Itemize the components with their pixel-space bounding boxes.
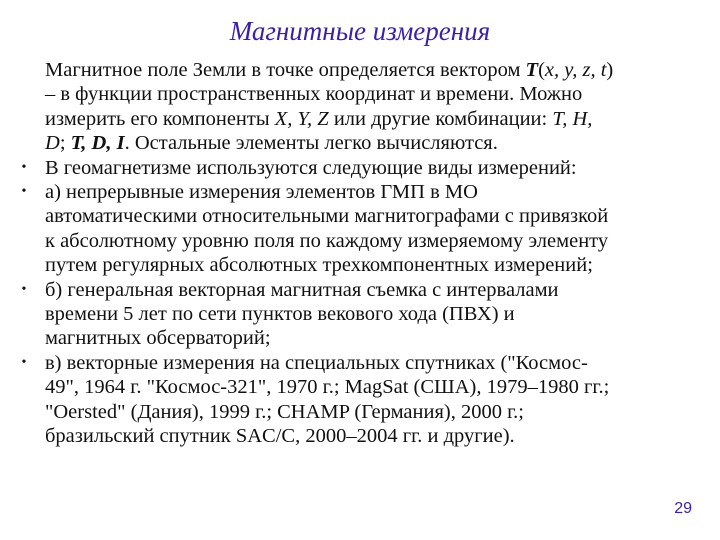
intro-line-3 <box>45 107 708 131</box>
intro-text: ( <box>538 59 545 81</box>
bullet-item <box>18 351 708 449</box>
bullet-line: В геомагнетизме используются следующие виды измерений: <box>45 156 577 179</box>
intro-line-2: – в функции пространственных координат и времени. Можно <box>45 83 583 106</box>
intro-text: Магнитное поле Земли в точке определяется вектором <box>45 59 526 81</box>
bullet-line: "Oersted" (Дания), 1999 г.; CHAMP (Германия), 2000 г.; <box>45 400 524 423</box>
bullet-line: 49", 1964 г. "Космос-321", 1970 г.; MagSat (США), 1979–1980 гг.; <box>45 376 610 399</box>
bullet-line: а) непрерывные измерения элементов ГМП в МО <box>45 181 478 204</box>
intro-text: ; <box>59 132 71 155</box>
component-symbols: T, D, I <box>70 132 125 155</box>
intro-line-1 <box>45 58 708 82</box>
slide-body <box>18 58 708 449</box>
bullet-item <box>18 180 708 278</box>
intro-text: . Остальные элементы легко вычисляются. <box>124 132 498 155</box>
bullet-line: б) генеральная векторная магнитная съемка с интервалами <box>45 278 559 301</box>
bullet-line: путем регулярных абсолютных трехкомпонентных измерений; <box>45 254 593 277</box>
bullet-dot-icon: • <box>21 281 27 297</box>
intro-text: измерить его компоненты <box>45 107 275 130</box>
bullet-item <box>18 278 708 351</box>
intro-paragraph <box>18 58 708 156</box>
bullet-line: магнитных обсерваторий; <box>45 327 271 350</box>
slide-title: Магнитные измерения <box>229 16 491 46</box>
bullet-dot-icon: • <box>21 159 27 175</box>
bullet-line: автоматическими относительными магнитографами с привязкой <box>45 205 609 228</box>
vector-arguments: x, y, z, t <box>544 59 607 81</box>
intro-text: или другие комбинации: <box>328 107 553 130</box>
intro-text: ) <box>606 59 614 81</box>
page-number: 29 <box>674 500 692 517</box>
bullet-dot-icon: • <box>21 184 27 200</box>
vector-symbol: T <box>525 59 539 81</box>
bullet-line: бразильский спутник SAC/C, 2000–2004 гг. и другие). <box>45 425 515 448</box>
bullet-line: в) векторные измерения на специальных спутниках ("Космос- <box>45 351 588 374</box>
bullet-line: времени 5 лет по сети пунктов векового хода (ПВХ) и <box>45 303 515 326</box>
bullet-item <box>18 156 708 180</box>
intro-line-4 <box>45 131 708 155</box>
bullet-dot-icon: • <box>21 354 27 370</box>
bullet-line: к абсолютному уровню поля по каждому измеряемому элементу <box>45 229 609 252</box>
component-symbols: X, Y, Z <box>274 107 329 130</box>
component-symbols: D <box>45 132 60 155</box>
component-symbols: T, H, <box>552 107 593 130</box>
